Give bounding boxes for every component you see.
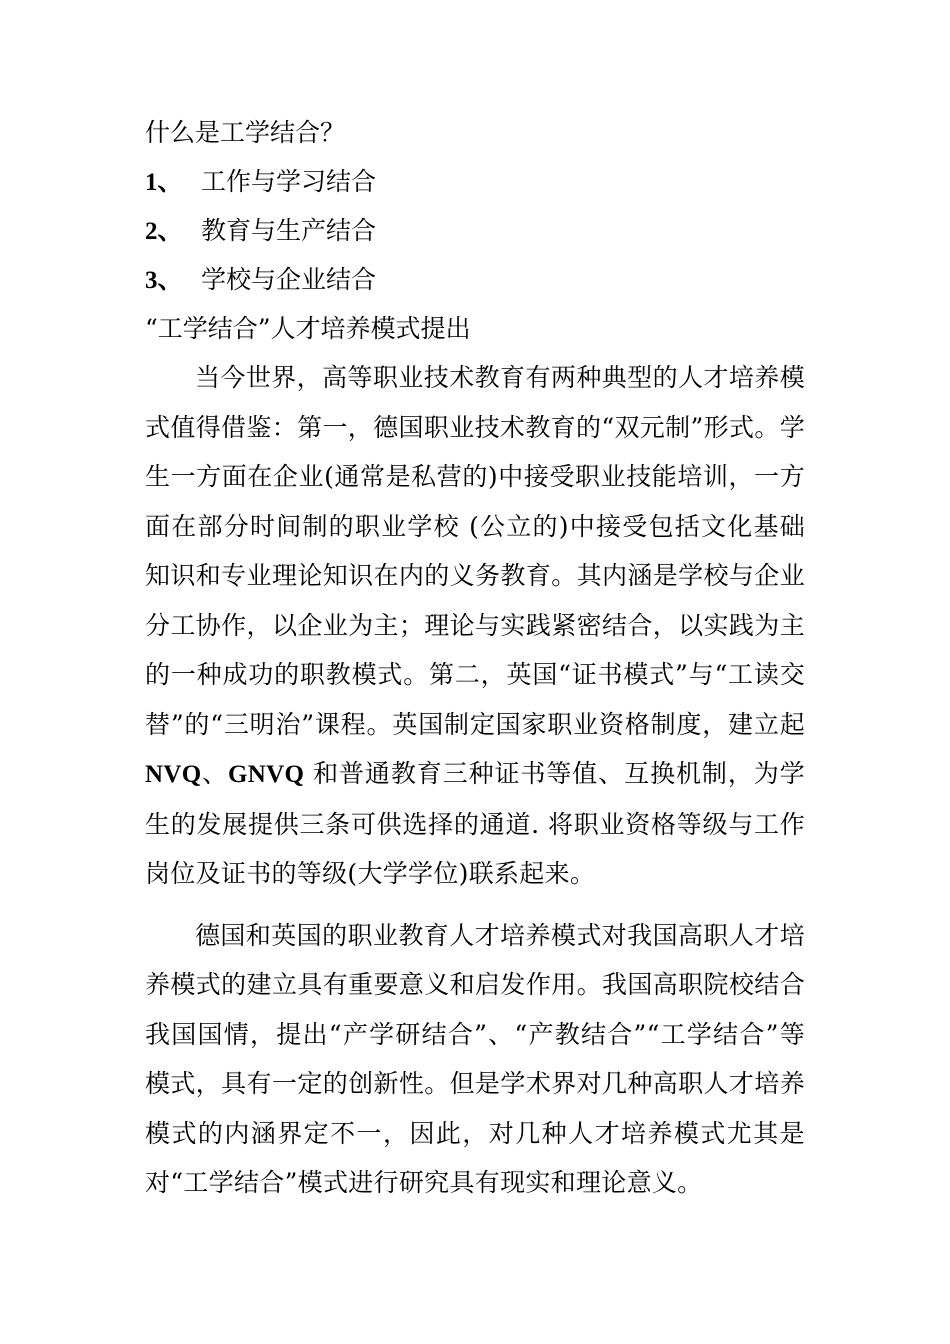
question-heading: 什么是工学结合？ <box>145 118 346 147</box>
list-text: 学校与企业结合 <box>201 265 377 294</box>
section-title: “工学结合”人才培养模式提出 <box>145 314 471 343</box>
list-item <box>145 206 805 255</box>
term-separator: 、 <box>201 759 229 788</box>
document-page <box>145 108 805 1208</box>
list-number: 3、 <box>145 267 183 294</box>
list-item <box>145 255 805 304</box>
nvq-term: NVQ <box>145 761 202 788</box>
list-text: 教育与生产结合 <box>201 216 377 245</box>
paragraph-1-part1: 当今世界，高等职业技术教育有两种典型的人才培养模式值得借鉴：第一，德国职业技术教育的“双元制”形式。学生一方面在企业(通常是私营的)中接受职业技能培训，一方面在部分时间制的职业学校 (公立的)中接受包括文化基础知识和专业理论知识在内的义务教育。其内涵是学校与企业分工协作，以企业为主；理论与实践紧密结合，以实践为主的一种成功的职教模式。第二，英国“证书模式”与“工读交替”的“三明治”课程。英国制定国家职业资格制度，建立起 <box>145 363 805 739</box>
paragraph-1 <box>145 353 805 899</box>
paragraph-2: 德国和英国的职业教育人才培养模式对我国高职人才培养模式的建立具有重要意义和启发作用。我国高职院校结合我国国情，提出“产学研结合”、“产教结合”“工学结合”等模式，具有一定的创新性。但是学术界对几种高职人才培养模式的内涵界定不一，因此，对几种人才培养模式尤其是对“工学结合”模式进行研究具有现实和理论意义。 <box>145 920 805 1197</box>
list-number: 1、 <box>145 169 183 196</box>
list-item <box>145 157 805 206</box>
paragraph-1-part2: 和普通教育三种证书等值、互换机制，为学生的发展提供三条可供选择的通道. 将职业资格等级与工作岗位及证书的等级(大学学位)联系起来。 <box>145 759 805 888</box>
list-number: 2、 <box>145 218 183 245</box>
list-text: 工作与学习结合 <box>201 167 377 196</box>
gnvq-term: GNVQ <box>228 761 305 788</box>
